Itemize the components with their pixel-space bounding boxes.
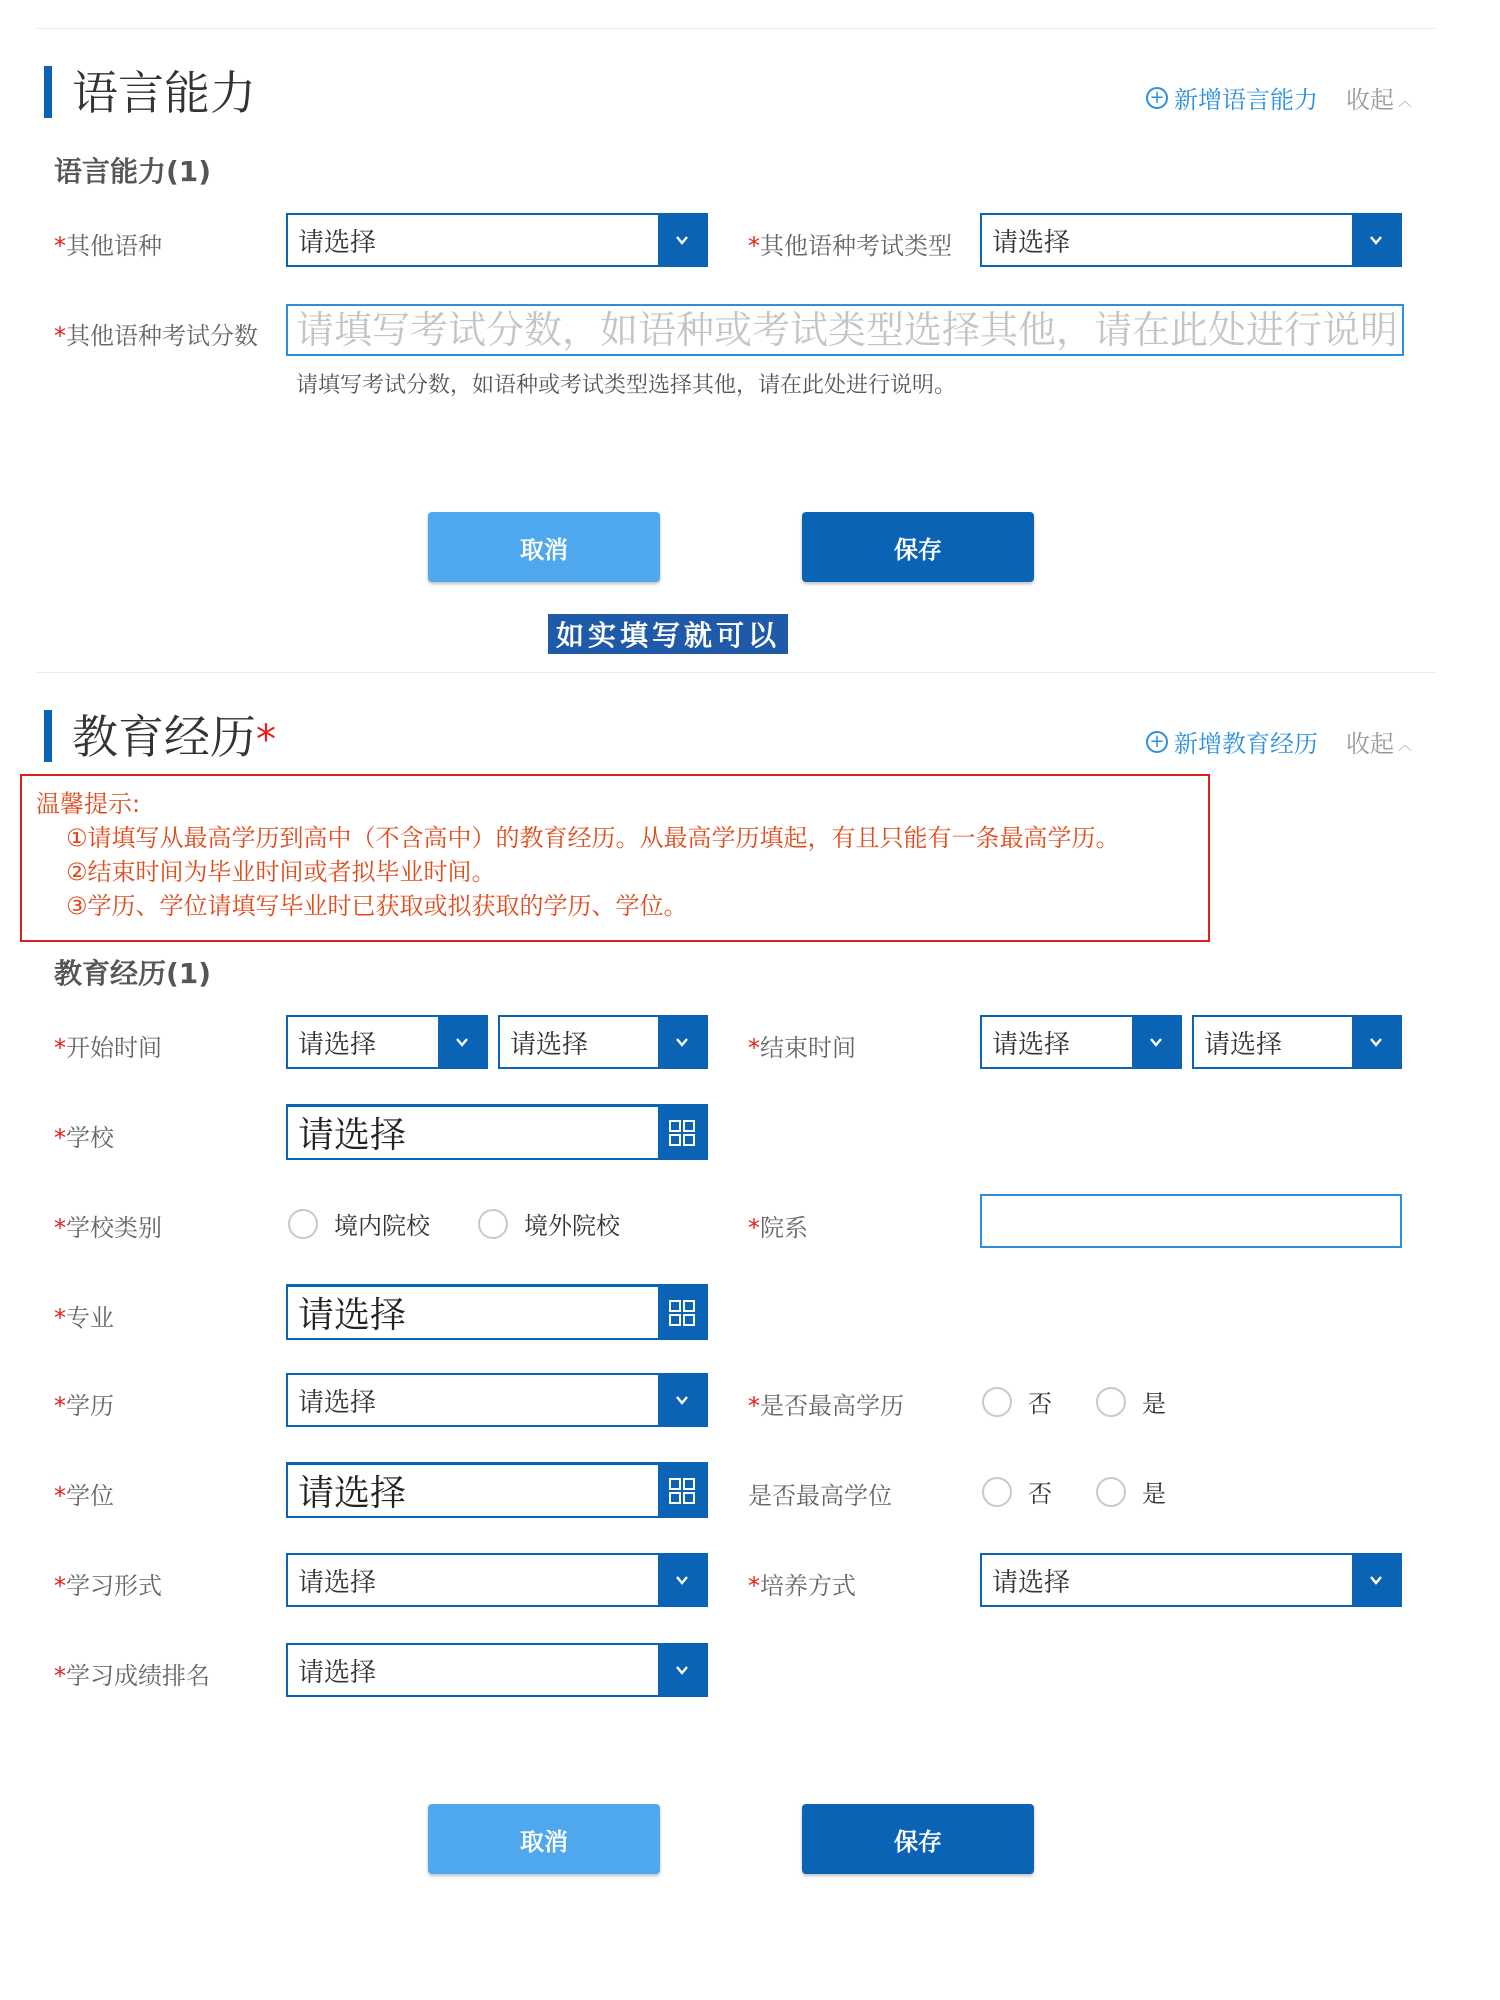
training-mode-value: 请选择 [992, 1567, 1071, 1598]
school-type-overseas-radio[interactable] [478, 1206, 620, 1241]
study-form-label: *学习形式 [54, 1572, 162, 1600]
exam-score-hint: 请填写考试分数，如语种或考试类型选择其他，请在此处进行说明。 [296, 373, 957, 398]
highest-education-yes-radio[interactable] [1096, 1384, 1166, 1419]
end-time-label: *结束时间 [748, 1034, 856, 1062]
degree-label: *学位 [54, 1482, 114, 1510]
language-subheading: 语言能力(1) [54, 155, 212, 188]
language-save-button[interactable]: 保存 [802, 512, 1034, 582]
exam-type-select[interactable] [980, 213, 1402, 267]
language-cancel-button[interactable]: 取消 [428, 512, 660, 582]
school-value: 请选择 [298, 1115, 407, 1156]
chevron-down-icon [658, 1375, 706, 1425]
radio-label: 境内院校 [334, 1212, 430, 1240]
chevron-up-icon: ︿ [1398, 738, 1412, 754]
chevron-down-icon [658, 1555, 706, 1605]
education-section-title: 教育经历* [72, 710, 276, 764]
chevron-down-icon [1352, 1017, 1400, 1067]
radio-circle [1096, 1387, 1126, 1417]
language-section-title: 语言能力 [72, 66, 256, 120]
chevron-up-icon: ︿ [1398, 94, 1412, 110]
start-month-select[interactable] [498, 1015, 708, 1069]
degree-picker[interactable] [286, 1462, 708, 1518]
add-education-label: 新增教育经历 [1174, 730, 1318, 758]
highest-education-no-radio[interactable] [982, 1384, 1052, 1419]
notice-line: ①请填写从最高学历到高中（不含高中）的教育经历。从最高学历填起，有且只能有一条最高学历。 [66, 824, 1120, 852]
ranking-value: 请选择 [298, 1657, 377, 1688]
education-cancel-button[interactable]: 取消 [428, 1804, 660, 1874]
top-divider [36, 28, 1436, 29]
chevron-down-icon [658, 1645, 706, 1695]
highest-education-label: *是否最高学历 [748, 1392, 904, 1420]
department-input[interactable] [982, 1196, 1400, 1246]
start-month-value: 请选择 [510, 1029, 589, 1060]
exam-score-label: *其他语种考试分数 [54, 322, 258, 350]
start-time-label: *开始时间 [54, 1034, 162, 1062]
radio-label: 是 [1142, 1480, 1166, 1508]
notice-line: ②结束时间为毕业时间或者拟毕业时间。 [66, 858, 496, 886]
education-save-button[interactable]: 保存 [802, 1804, 1034, 1874]
add-education-link[interactable] [1146, 724, 1318, 759]
notice-title: 温馨提示: [36, 790, 141, 818]
education-level-value: 请选择 [298, 1387, 377, 1418]
end-month-select[interactable] [1192, 1015, 1402, 1069]
plus-circle-icon: + [1146, 731, 1168, 753]
department-label: *院系 [748, 1214, 808, 1242]
radio-label: 境外院校 [524, 1212, 620, 1240]
school-label: *学校 [54, 1124, 114, 1152]
chevron-down-icon [1132, 1017, 1180, 1067]
chevron-down-icon [438, 1017, 486, 1067]
chevron-down-icon [658, 1017, 706, 1067]
radio-circle [288, 1209, 318, 1239]
study-form-value: 请选择 [298, 1567, 377, 1598]
grid-icon [658, 1287, 706, 1338]
radio-label: 否 [1028, 1480, 1052, 1508]
ranking-select[interactable] [286, 1643, 708, 1697]
language-collapse-link[interactable] [1346, 80, 1412, 115]
radio-circle [982, 1477, 1012, 1507]
fill-truthfully-banner: 如实填写就可以 [548, 614, 788, 654]
grid-icon [658, 1465, 706, 1516]
study-form-select[interactable] [286, 1553, 708, 1607]
required-mark: * [256, 717, 276, 763]
grid-icon [658, 1107, 706, 1158]
ranking-label: *学习成绩排名 [54, 1662, 210, 1690]
collapse-label: 收起 [1346, 86, 1394, 114]
chevron-down-icon [1352, 215, 1400, 265]
exam-score-input[interactable] [288, 306, 1402, 354]
major-value: 请选择 [298, 1295, 407, 1336]
school-type-label: *学校类别 [54, 1214, 162, 1242]
major-picker[interactable] [286, 1284, 708, 1340]
school-picker[interactable] [286, 1104, 708, 1160]
section-divider [36, 672, 1436, 673]
training-mode-select[interactable] [980, 1553, 1402, 1607]
notice-line: ③学历、学位请填写毕业时已获取或拟获取的学历、学位。 [66, 892, 688, 920]
start-year-value: 请选择 [298, 1029, 377, 1060]
add-language-link[interactable] [1146, 80, 1318, 115]
other-language-label: *其他语种 [54, 232, 162, 260]
training-mode-label: *培养方式 [748, 1572, 856, 1600]
department-input-box[interactable] [980, 1194, 1402, 1248]
highest-degree-no-radio[interactable] [982, 1474, 1052, 1509]
notice-box [20, 774, 1210, 942]
radio-label: 是 [1142, 1390, 1166, 1418]
end-year-select[interactable] [980, 1015, 1182, 1069]
end-month-value: 请选择 [1204, 1029, 1283, 1060]
exam-type-label: *其他语种考试类型 [748, 232, 952, 260]
highest-degree-label: 是否最高学位 [748, 1482, 892, 1510]
plus-circle-icon: + [1146, 87, 1168, 109]
other-language-select[interactable] [286, 213, 708, 267]
section-accent-bar [44, 66, 52, 118]
education-level-select[interactable] [286, 1373, 708, 1427]
education-collapse-link[interactable] [1346, 724, 1412, 759]
degree-value: 请选择 [298, 1473, 407, 1514]
radio-label: 否 [1028, 1390, 1052, 1418]
radio-circle [478, 1209, 508, 1239]
chevron-down-icon [658, 215, 706, 265]
collapse-label: 收起 [1346, 730, 1394, 758]
education-level-label: *学历 [54, 1392, 114, 1420]
chevron-down-icon [1352, 1555, 1400, 1605]
radio-circle [1096, 1477, 1126, 1507]
section-accent-bar [44, 710, 52, 762]
exam-score-input-box[interactable] [286, 304, 1404, 356]
start-year-select[interactable] [286, 1015, 488, 1069]
highest-degree-yes-radio[interactable] [1096, 1474, 1166, 1509]
major-label: *专业 [54, 1304, 114, 1332]
radio-circle [982, 1387, 1012, 1417]
add-language-label: 新增语言能力 [1174, 86, 1318, 114]
school-type-domestic-radio[interactable] [288, 1206, 430, 1241]
exam-type-value: 请选择 [992, 227, 1071, 258]
end-year-value: 请选择 [992, 1029, 1071, 1060]
education-subheading: 教育经历(1) [54, 957, 212, 990]
other-language-value: 请选择 [298, 227, 377, 258]
